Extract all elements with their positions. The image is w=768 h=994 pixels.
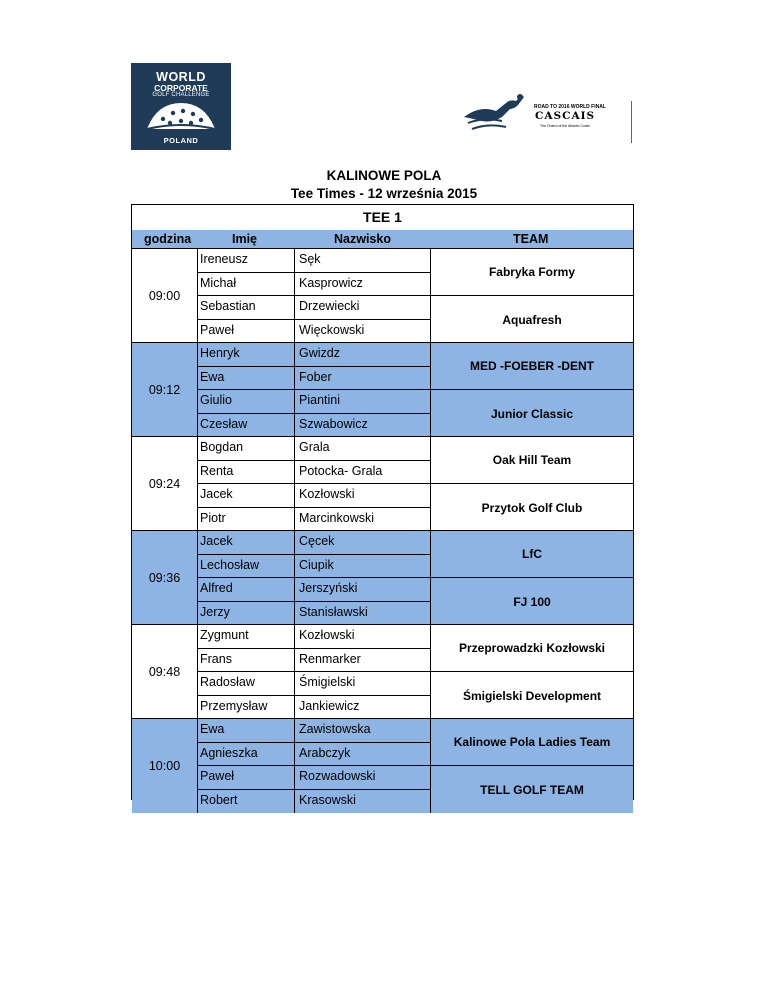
- player-row: [198, 461, 430, 485]
- player-first-name: Agnieszka: [200, 745, 258, 760]
- player-last-name: Ciupik: [299, 557, 334, 572]
- column-divider: [294, 320, 295, 344]
- team-name: Przeprowadzki Kozłowski: [431, 625, 633, 672]
- player-list: [198, 531, 430, 625]
- column-divider: [294, 531, 295, 555]
- column-divider: [294, 414, 295, 438]
- player-first-name: Piotr: [200, 510, 226, 525]
- player-first-name: Robert: [200, 792, 238, 807]
- logo-left-line2: CORPORATE: [154, 83, 208, 93]
- team-name: Śmigielski Development: [462, 688, 602, 703]
- player-last-name: Potocka- Grala: [299, 463, 383, 478]
- player-last-name: Sęk: [299, 252, 321, 266]
- player-last-name: Cęcek: [299, 534, 335, 548]
- tee-time: 09:24: [132, 437, 198, 531]
- player-last-name: Fober: [299, 369, 332, 384]
- tee-time: 09:12: [132, 343, 198, 437]
- player-row: [198, 437, 430, 461]
- player-last-name: Więckowski: [299, 322, 365, 337]
- column-divider: [294, 343, 295, 367]
- team-name: Fabryka Formy: [431, 249, 633, 296]
- player-row: [198, 367, 430, 391]
- team-name: Kalinowe Pola Ladies Team: [431, 719, 633, 766]
- team-name: Junior Classic: [490, 406, 574, 421]
- player-row: [198, 766, 430, 790]
- player-last-name: Gwizdz: [299, 346, 340, 360]
- player-list: [198, 625, 430, 719]
- tee-time-group: [132, 249, 633, 343]
- player-last-name: Krasowski: [299, 792, 356, 807]
- tee-time-group: [132, 531, 633, 625]
- column-divider: [294, 696, 295, 720]
- player-last-name: Kasprowicz: [299, 275, 363, 290]
- player-list: [198, 437, 430, 531]
- tee-time-group: [132, 437, 633, 531]
- player-list: [198, 249, 430, 343]
- player-first-name: Paweł: [200, 322, 235, 337]
- player-row: [198, 672, 430, 696]
- player-first-name: Lechosław: [200, 557, 260, 572]
- player-row: [198, 484, 430, 508]
- player-first-name: Frans: [200, 651, 232, 666]
- player-row: [198, 696, 430, 720]
- tee-time: 09:00: [132, 249, 198, 343]
- golf-ball-icon: [143, 99, 219, 135]
- player-row: [198, 719, 430, 743]
- header-last-name: Nazwisko: [334, 232, 391, 246]
- world-corporate-golf-challenge-logo: [131, 63, 231, 150]
- player-row: [198, 790, 430, 814]
- tee-time: 10:00: [132, 719, 198, 813]
- player-first-name: Paweł: [200, 769, 235, 783]
- player-last-name: Szwabowicz: [299, 416, 368, 431]
- team-list: [430, 437, 633, 531]
- logo-divider: [631, 101, 632, 143]
- player-row: [198, 531, 430, 555]
- player-first-name: Jacek: [200, 487, 233, 501]
- column-divider: [294, 273, 295, 297]
- player-last-name: Jankiewicz: [299, 698, 360, 713]
- player-last-name: Śmigielski: [299, 675, 356, 689]
- header-first-name: Imię: [232, 232, 258, 246]
- player-last-name: Kozłowski: [299, 628, 355, 642]
- player-row: [198, 625, 430, 649]
- cascais-logo: [462, 87, 632, 147]
- player-list: [198, 719, 430, 813]
- player-last-name: Stanisławski: [299, 604, 368, 619]
- team-name: Aquafresh: [502, 312, 562, 327]
- date-subtitle: Tee Times - 12 września 2015: [290, 186, 478, 201]
- logo-left-line3: GOLF CHALLENGE: [152, 92, 210, 98]
- logo-right-line2: CASCAIS: [535, 110, 596, 122]
- team-name: Oak Hill Team: [431, 437, 633, 484]
- team-list: [430, 343, 633, 437]
- player-first-name: Ireneusz: [200, 252, 248, 266]
- player-last-name: Rozwadowski: [299, 769, 376, 783]
- team-name: Przytok Golf Club: [481, 500, 583, 515]
- player-first-name: Ewa: [200, 722, 225, 736]
- player-last-name: Renmarker: [299, 651, 361, 666]
- player-row: [198, 578, 430, 602]
- tee-heading: TEE 1: [132, 205, 633, 231]
- column-divider: [294, 367, 295, 391]
- player-last-name: Zawistowska: [299, 722, 371, 736]
- player-last-name: Kozłowski: [299, 487, 355, 501]
- tee-time: 09:36: [132, 531, 198, 625]
- player-row: [198, 343, 430, 367]
- column-divider: [294, 625, 295, 649]
- player-row: [198, 320, 430, 344]
- header-time: godzina: [144, 232, 192, 246]
- logo-right-line1: ROAD TO 2016 WORLD FINAL: [534, 104, 606, 110]
- player-first-name: Przemysław: [200, 698, 268, 713]
- player-first-name: Bogdan: [200, 440, 244, 454]
- golfer-silhouette-icon: [462, 91, 534, 141]
- player-last-name: Jerszyński: [299, 581, 358, 595]
- player-row: [198, 508, 430, 532]
- column-divider: [294, 484, 295, 508]
- player-first-name: Sebastian: [200, 299, 256, 313]
- player-last-name: Piantini: [299, 393, 340, 407]
- table-header-row: [132, 230, 633, 249]
- player-last-name: Drzewiecki: [299, 299, 360, 313]
- player-row: [198, 555, 430, 579]
- column-divider: [294, 249, 295, 273]
- column-divider: [294, 649, 295, 673]
- tee-time-group: [132, 719, 633, 813]
- player-row: [198, 602, 430, 626]
- column-divider: [294, 602, 295, 626]
- player-last-name: Arabczyk: [299, 745, 351, 760]
- team-list: [430, 625, 633, 719]
- header-team: TEAM: [513, 232, 549, 246]
- player-first-name: Jerzy: [200, 604, 230, 619]
- column-divider: [294, 390, 295, 414]
- player-first-name: Czesław: [200, 416, 248, 431]
- column-divider: [294, 437, 295, 461]
- player-row: [198, 390, 430, 414]
- player-first-name: Henryk: [200, 346, 240, 360]
- tee-time-group: [132, 625, 633, 719]
- column-divider: [294, 743, 295, 767]
- team-name: TELL GOLF TEAM: [480, 782, 584, 797]
- player-first-name: Jacek: [200, 534, 233, 548]
- player-row: [198, 249, 430, 273]
- team-list: [430, 249, 633, 343]
- column-divider: [294, 296, 295, 320]
- team-name: MED -FOEBER -DENT: [431, 343, 633, 390]
- player-row: [198, 743, 430, 767]
- player-last-name: Grala: [299, 440, 330, 454]
- player-row: [198, 649, 430, 673]
- column-divider: [294, 461, 295, 485]
- column-divider: [294, 790, 295, 814]
- player-first-name: Giulio: [200, 393, 232, 407]
- player-first-name: Radosław: [200, 675, 255, 689]
- column-divider: [294, 719, 295, 743]
- column-divider: [294, 672, 295, 696]
- tee-times-table: [131, 204, 634, 807]
- player-first-name: Renta: [200, 463, 234, 478]
- team-list: [430, 719, 633, 813]
- column-divider: [294, 555, 295, 579]
- venue-title: KALINOWE POLA: [326, 168, 442, 183]
- player-row: [198, 273, 430, 297]
- tee-time: 09:48: [132, 625, 198, 719]
- player-first-name: Alfred: [200, 581, 233, 595]
- player-last-name: Marcinkowski: [299, 510, 375, 525]
- player-first-name: Zygmunt: [200, 628, 249, 642]
- team-list: [430, 531, 633, 625]
- column-divider: [294, 578, 295, 602]
- logo-right-line3: The Charm of the Atlantic Coast: [540, 124, 590, 128]
- team-name: FJ 100: [513, 594, 551, 609]
- column-divider: [294, 508, 295, 532]
- player-first-name: Michał: [200, 275, 237, 290]
- player-row: [198, 414, 430, 438]
- logo-left-line4: POLAND: [163, 136, 199, 145]
- player-row: [198, 296, 430, 320]
- team-name: LfC: [431, 531, 633, 578]
- player-list: [198, 343, 430, 437]
- player-first-name: Ewa: [200, 369, 225, 384]
- logo-left-line1: WORLD: [156, 70, 206, 84]
- tee-time-group: [132, 343, 633, 437]
- column-divider: [294, 766, 295, 790]
